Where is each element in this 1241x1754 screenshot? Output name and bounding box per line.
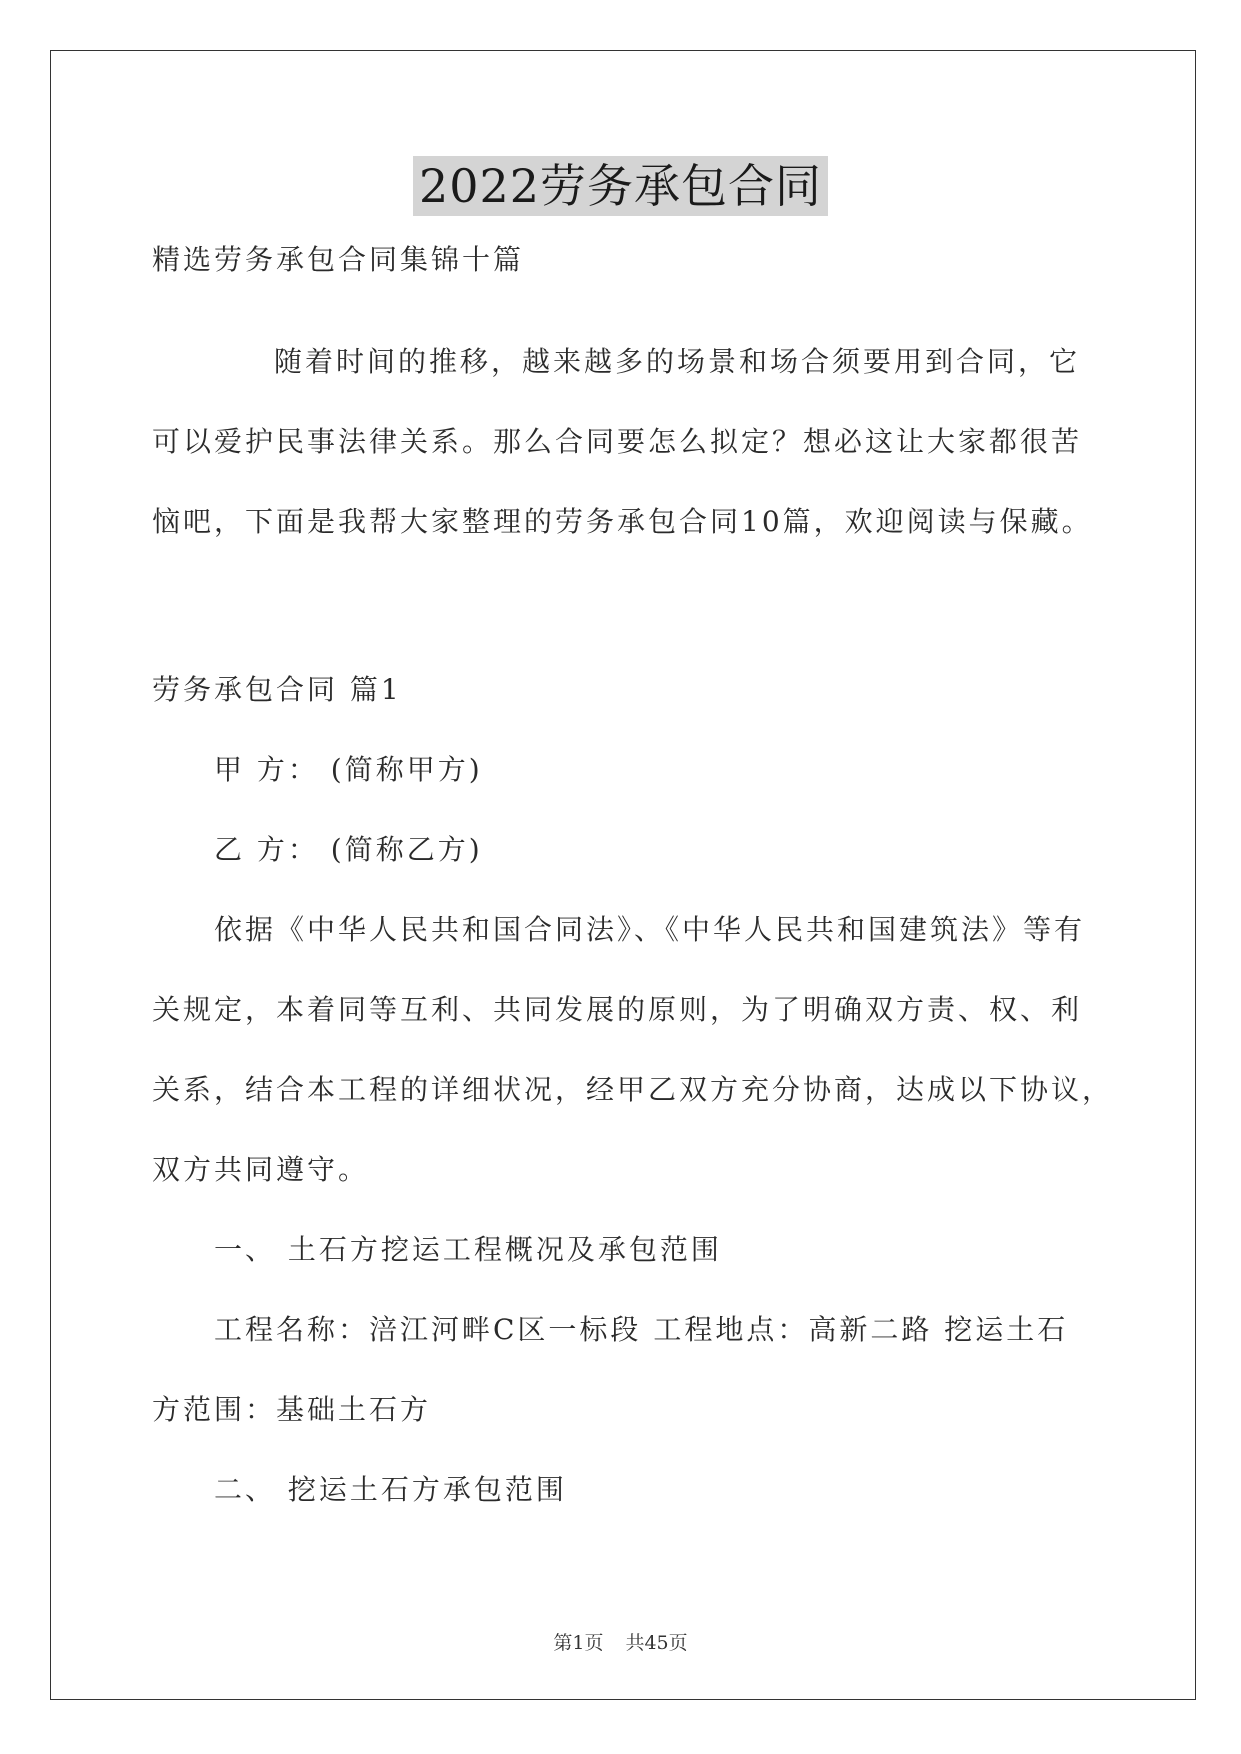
party-a-line: 甲 方： (简称甲方) <box>214 753 483 786</box>
clause-1-heading: 一、 土石方挖运工程概况及承包范围 <box>214 1233 722 1266</box>
clause-1-line-2: 方范围：基础土石方 <box>152 1393 432 1426</box>
basis-line-4: 双方共同遵守。 <box>152 1153 370 1186</box>
page-total: 共45页 <box>625 1632 688 1654</box>
party-b-line: 乙 方： (简称乙方) <box>214 833 483 866</box>
intro-line-1: 随着时间的推移，越来越多的场景和场合须要用到合同，它 <box>274 345 1081 378</box>
basis-line-2: 关规定，本着同等互利、共同发展的原则，为了明确双方责、权、利 <box>152 993 1083 1026</box>
document-title: 2022劳务承包合同 <box>413 156 828 216</box>
section-heading: 劳务承包合同 篇1 <box>152 673 402 706</box>
intro-line-2: 可以爱护民事法律关系。那么合同要怎么拟定？想必这让大家都很苦 <box>152 425 1083 458</box>
page-footer <box>0 1630 1241 1656</box>
clause-1-line-1: 工程名称：涪江河畔C区一标段 工程地点：高新二路 挖运土石 <box>214 1313 1069 1346</box>
clause-2-heading: 二、 挖运土石方承包范围 <box>214 1473 567 1506</box>
intro-line-3: 恼吧，下面是我帮大家整理的劳务承包合同10篇，欢迎阅读与保藏。 <box>152 505 1093 538</box>
basis-line-3: 关系，结合本工程的详细状况，经甲乙双方充分协商，达成以下协议， <box>152 1073 1114 1106</box>
page-border <box>50 50 1196 1700</box>
document-subtitle: 精选劳务承包合同集锦十篇 <box>152 243 525 276</box>
page-number: 第1页 <box>553 1632 604 1654</box>
title-container <box>0 156 1241 216</box>
basis-line-1: 依据《中华人民共和国合同法》、《中华人民共和国建筑法》等有 <box>214 913 1086 946</box>
